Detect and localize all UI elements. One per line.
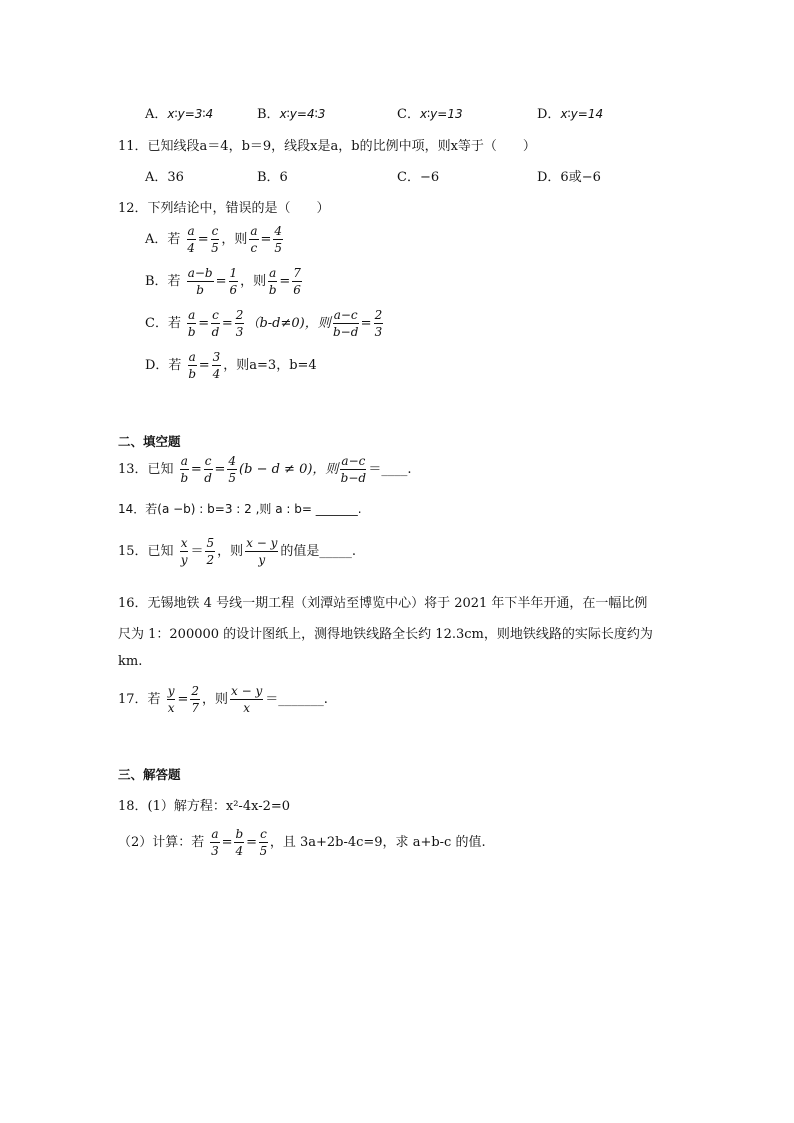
fraction: $\frac{a-b}{b}$ [187, 266, 213, 297]
q15: 15．已知 $\frac{x}{y}$ ＝ $\frac{5}{2}$ ，则 $\frac{x - y}{y}$ 的值是_____. [118, 536, 357, 567]
fraction: $\frac{4}{5}$ [274, 224, 283, 255]
q12-option-d: D．若 $\frac{a}{b}$ = $\frac{3}{4}$ ，则a=3，b=4 [145, 350, 317, 381]
fraction: $\frac{x - y}{x}$ [231, 684, 263, 715]
q16-line3: km. [118, 654, 143, 669]
fraction: $\frac{y}{x}$ [167, 684, 175, 715]
q11-stem: 11．已知线段a＝4，b＝9，线段x是a，b的比例中项，则x等于（ ） [118, 139, 536, 154]
fraction: $\frac{a-c}{b-d}$ [332, 308, 359, 339]
q11-option-c: C．−6 [397, 170, 440, 185]
q10-option-d: D．x∶y=14 [537, 107, 604, 122]
fraction: $\frac{2}{7}$ [191, 684, 200, 715]
section-title-solve: 三、解答题 [118, 767, 181, 782]
q11-option-d: D．6或−6 [537, 170, 601, 185]
fraction: $\frac{a}{4}$ [187, 224, 195, 255]
q10-option-a: A．x∶y=3∶4 [145, 107, 214, 122]
q16-line1: 16．无锡地铁 4 号线一期工程（刘潭站至博览中心）将于 2021 年下半年开通，在一幅比例 [118, 596, 648, 611]
fraction: $\frac{7}{6}$ [293, 266, 301, 297]
fraction: $\frac{1}{6}$ [229, 266, 238, 297]
q16-line2: 尺为 1：200000 的设计图纸上，测得地铁线路全长约 12.3cm，则地铁线路的实际长度约为 [118, 627, 653, 642]
fraction: $\frac{3}{4}$ [212, 350, 221, 381]
fraction: $\frac{a}{b}$ [180, 454, 189, 485]
q11-option-a: A．36 [145, 170, 184, 185]
q12-stem: 12．下列结论中，错误的是（ ） [118, 201, 330, 216]
fraction: $\frac{a}{b}$ [268, 266, 277, 297]
fraction: $\frac{b}{4}$ [235, 827, 244, 858]
fraction: $\frac{2}{3}$ [374, 308, 383, 339]
q10-option-c: C．x∶y=13 [397, 107, 463, 122]
fraction: $\frac{x - y}{y}$ [246, 536, 278, 567]
fraction: $\frac{x}{y}$ [180, 536, 188, 567]
q12-option-b: B．若 $\frac{a-b}{b}$ = $\frac{1}{6}$ ，则 $\frac{a}{b}$ = $\frac{7}{6}$ [145, 266, 301, 297]
fraction: $\frac{c}{5}$ [259, 827, 268, 858]
q18-part2: （2）计算：若 $\frac{a}{3}$ = $\frac{b}{4}$ = $\frac{c}{5}$ ，且 3a+2b-4c=9，求 a+b-c 的值. [118, 827, 486, 858]
fraction: $\frac{a}{b}$ [187, 308, 196, 339]
fraction: $\frac{2}{3}$ [235, 308, 244, 339]
q10-option-b: B．x∶y=4∶3 [257, 107, 326, 122]
fraction: $\frac{5}{2}$ [206, 536, 215, 567]
q18-part1: 18．(1）解方程：x²-4x-2=0 [118, 799, 291, 814]
q12-option-a: A．若 $\frac{a}{4}$ = $\frac{c}{5}$ ，则 $\frac{a}{c}$ = $\frac{4}{5}$ [145, 224, 283, 255]
q13: 13．已知 $\frac{a}{b}$ = $\frac{c}{d}$ = $\frac{4}{5}$ (b − d ≠ 0)，则 $\frac{a-c}{b-d}$ ＝____. [118, 454, 412, 485]
q12-option-c: C．若 $\frac{a}{b}$ = $\frac{c}{d}$ = $\frac{2}{3}$ （b-d≠0)，则 $\frac{a-c}{b-d}$ = $\frac{2}{3}$ [145, 308, 383, 339]
fraction: $\frac{c}{d}$ [211, 308, 220, 339]
fraction: $\frac{c}{5}$ [211, 224, 219, 255]
fraction: $\frac{a}{b}$ [188, 350, 196, 381]
section-title-fill: 二、填空题 [118, 434, 181, 449]
fraction: $\frac{c}{d}$ [204, 454, 212, 485]
q17: 17．若 $\frac{y}{x}$ = $\frac{2}{7}$ ，则 $\frac{x - y}{x}$ ＝_______. [118, 684, 328, 715]
fraction: $\frac{a-c}{b-d}$ [340, 454, 367, 485]
fraction: $\frac{a}{c}$ [250, 224, 258, 255]
fraction: $\frac{a}{3}$ [211, 827, 219, 858]
q14: 14．若(a −b) : b=3 : 2 ,则 a : b= _______. [118, 502, 362, 516]
q11-option-b: B．6 [257, 170, 288, 185]
fraction: $\frac{4}{5}$ [228, 454, 237, 485]
